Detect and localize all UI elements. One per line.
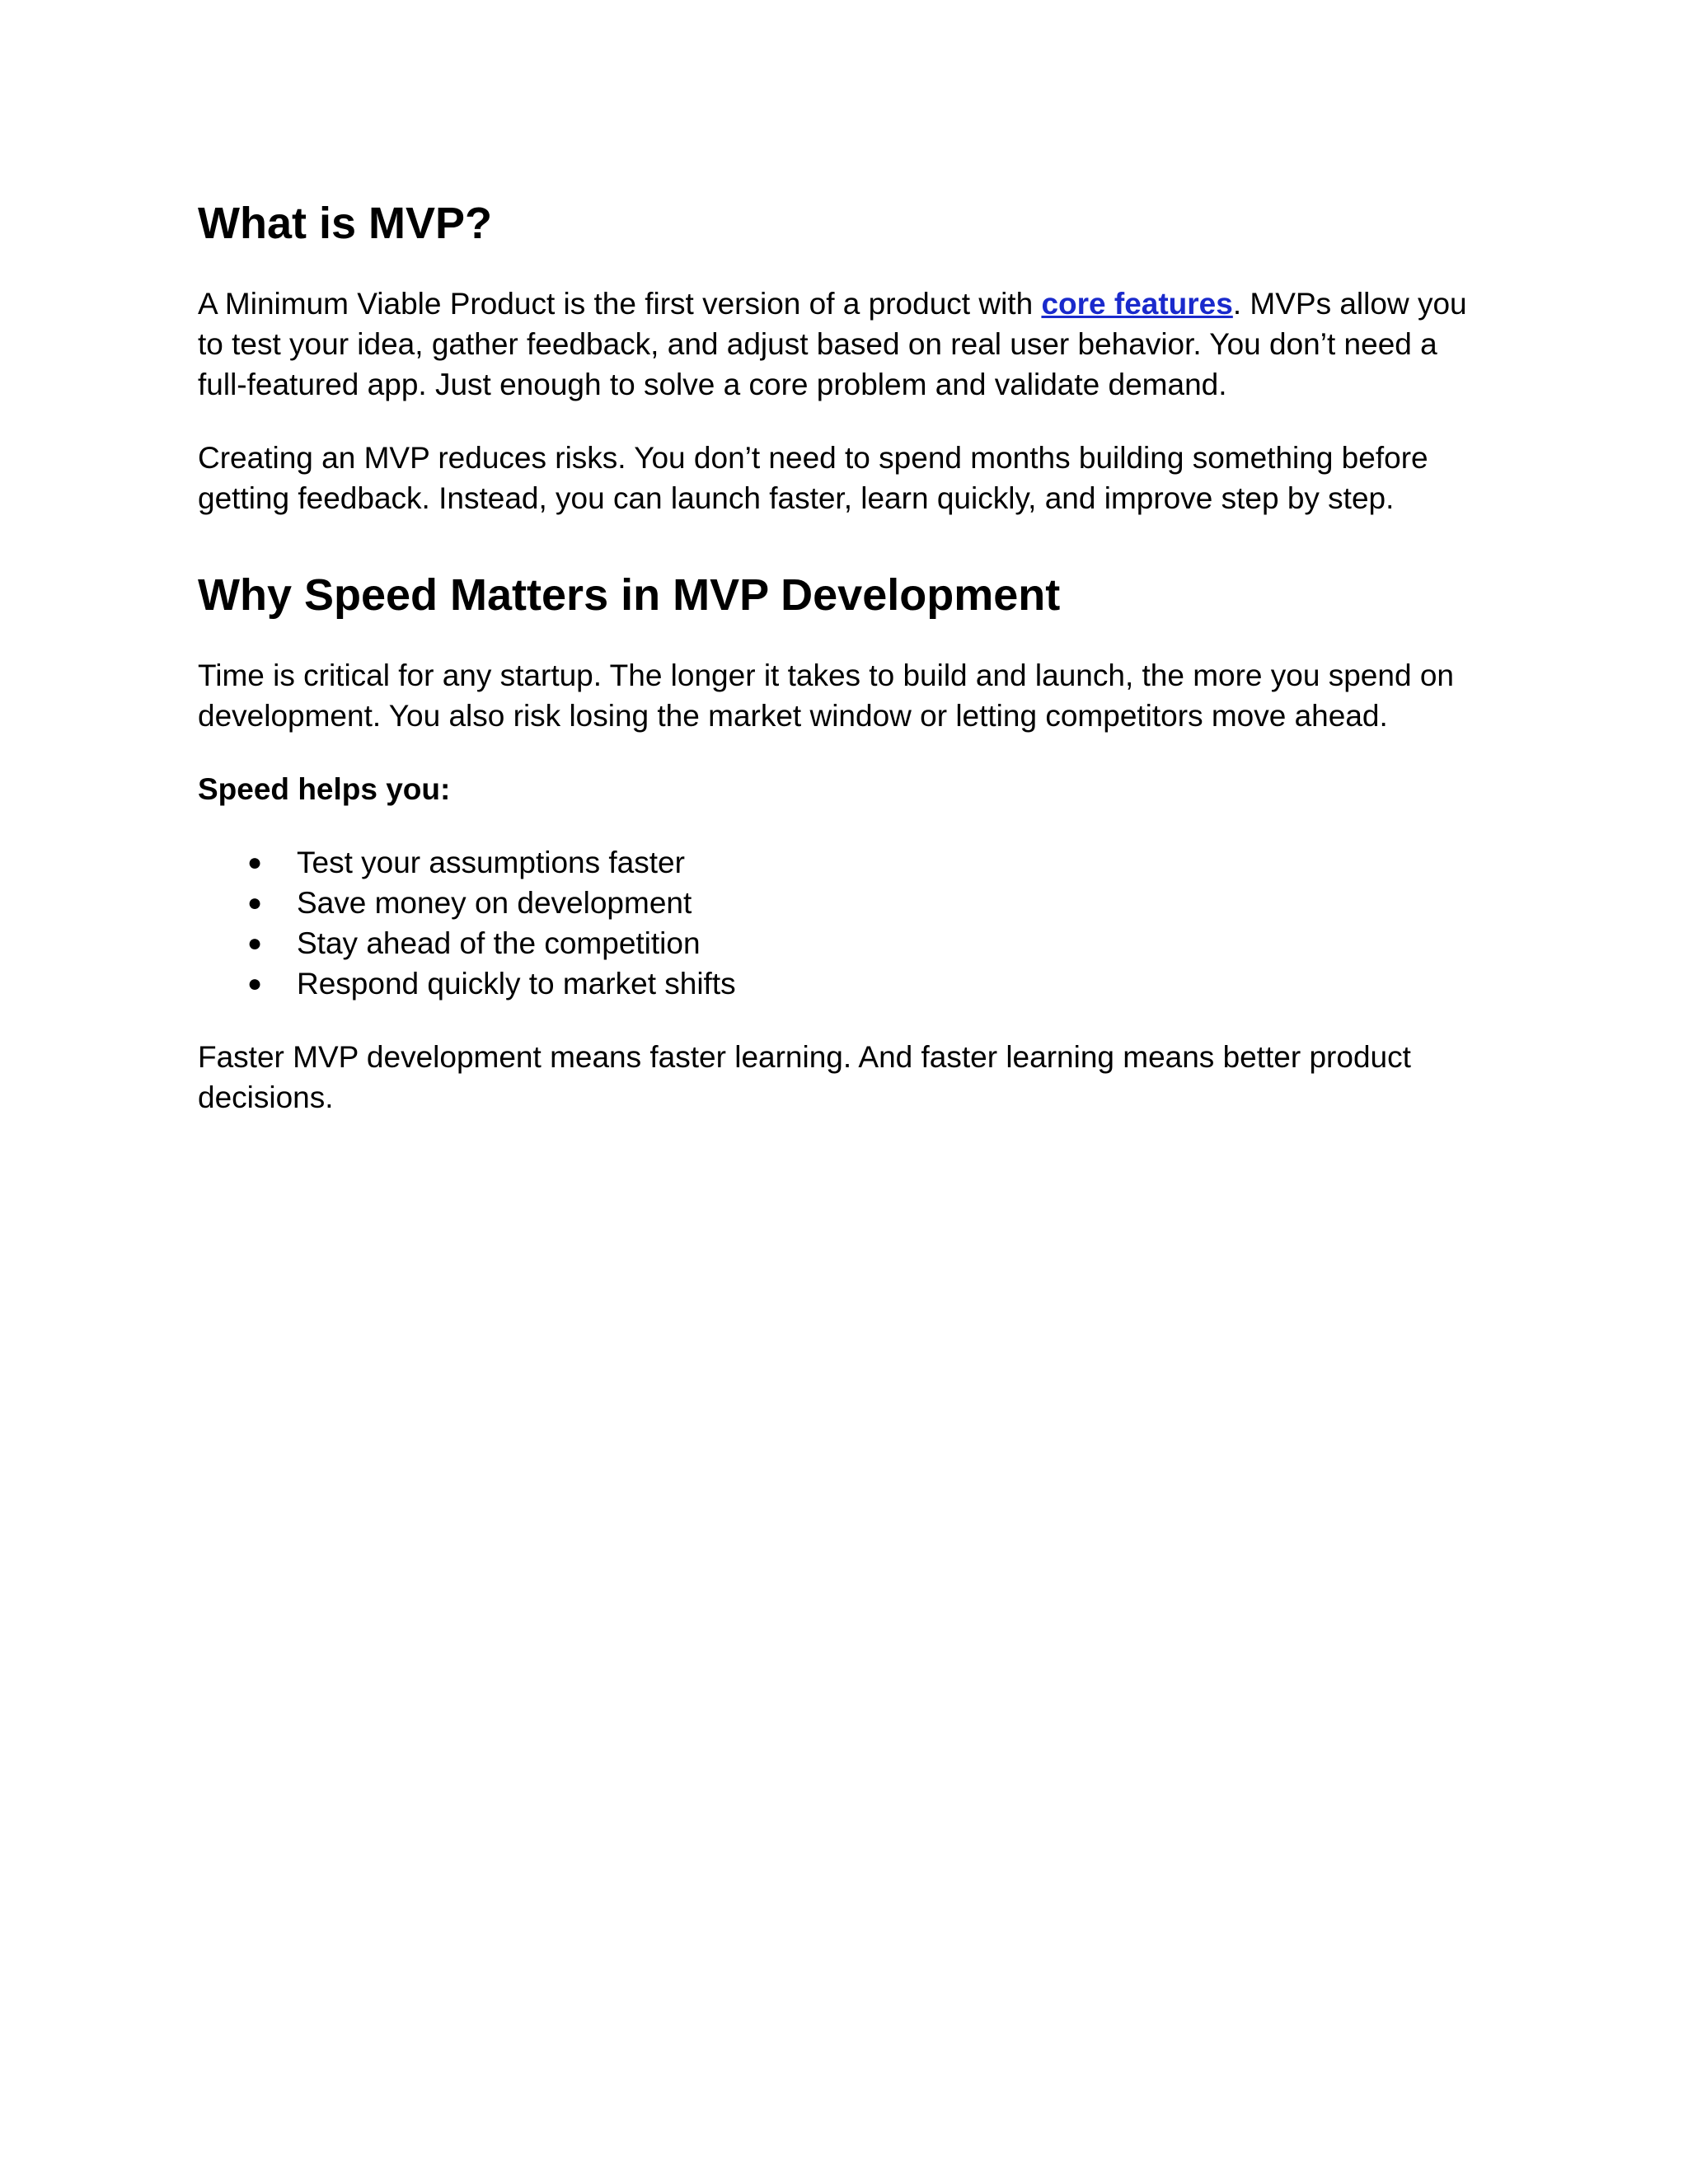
core-features-link[interactable]: core features [1041,287,1233,321]
bullet-icon: ● [247,930,263,957]
paragraph-mvp-definition [198,284,1484,405]
paragraph-time-critical: Time is critical for any startup. The longer it takes to build and launch, the more you spend on development. You also risk losing the market window or letting competitors move ahead. [198,658,1454,733]
paragraph-faster-learning: Faster MVP development means faster learning. And faster learning means better product decisions. [198,1040,1411,1114]
list-item-text: Stay ahead of the competition [297,926,701,960]
list-item [198,883,1484,923]
bullet-icon: ● [247,889,263,916]
heading-why-speed-matters: Why Speed Matters in MVP Development [198,570,1061,620]
list-item-text: Respond quickly to market shifts [297,967,736,1001]
paragraph-text-after-link: . MVPs allow you to test your idea, gather feedback, and adjust based on real user behavior. You don’t need a full-featured app. Just enough to solve a core problem and validate demand. [198,287,1467,401]
bullet-icon: ● [247,849,263,876]
speed-benefits-list [198,842,1484,1004]
speed-helps-label: Speed helps you: [198,772,451,806]
list-item [198,842,1484,883]
paragraph-text-before-link: A Minimum Viable Product is the first version of a product with [198,287,1042,321]
list-item [198,923,1484,963]
heading-what-is-mvp: What is MVP? [198,199,493,248]
list-item-text: Test your assumptions faster [297,846,685,879]
list-item [198,963,1484,1004]
document-page [198,196,1484,1151]
paragraph-mvp-risks: Creating an MVP reduces risks. You don’t need to spend months building something before getting feedback. Instead, you can launch faster, learn quickly, and improve step by step. [198,441,1428,515]
list-item-text: Save money on development [297,886,692,920]
bullet-icon: ● [247,970,263,997]
